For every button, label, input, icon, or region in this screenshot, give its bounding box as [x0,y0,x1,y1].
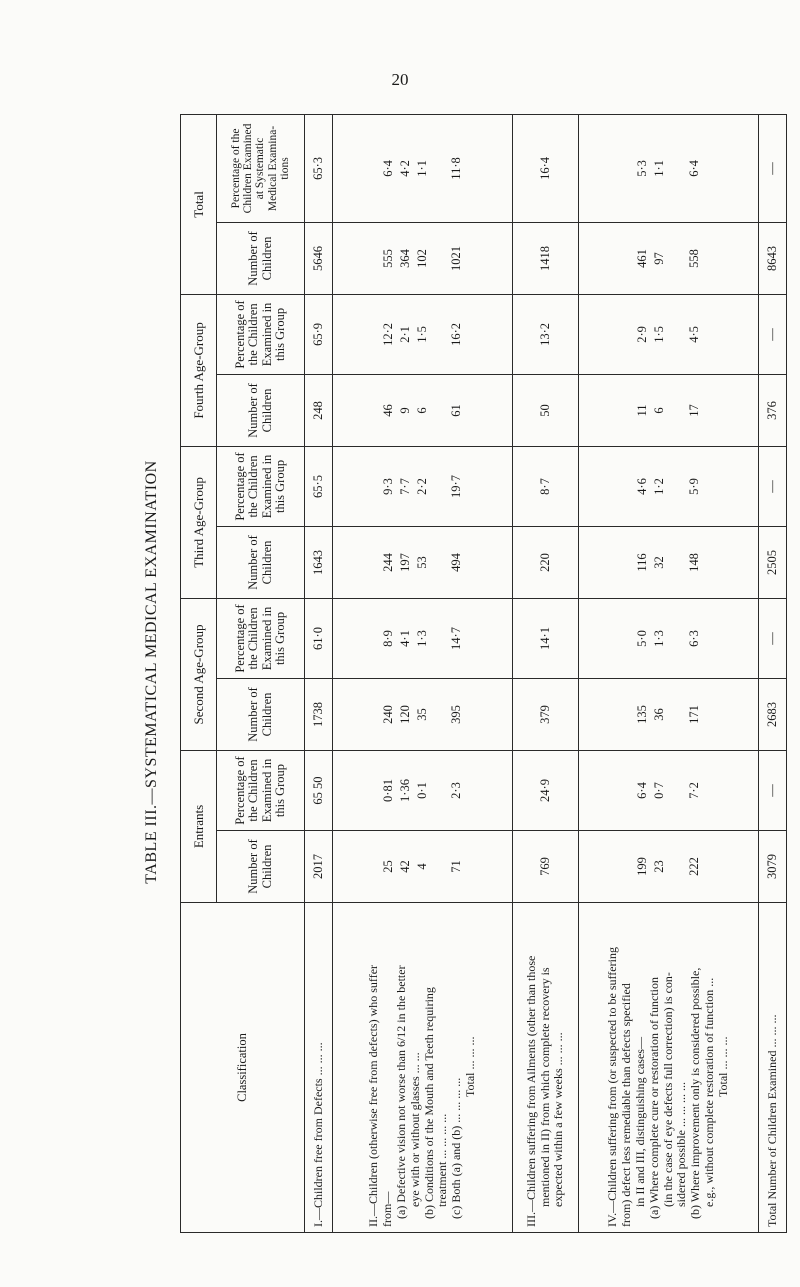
value: 16·4 [538,157,553,180]
value-cell [579,750,759,830]
value: 120 [397,705,412,724]
classification-line: I.—Children free from Defects ... ... ... [310,1042,325,1227]
header-percentage: Percentage of the Children Examined in this Group [217,446,305,526]
value: 8·9 [380,630,395,647]
value: 379 [538,705,553,724]
classification-line: (b) Conditions of the Mouth and Teeth requiring [421,987,436,1219]
value: 135 [635,705,650,724]
header-group-second: Second Age-Group [181,598,217,750]
classification-line: treatment ... ... ... ... [435,1113,450,1207]
value: 7·7 [397,478,412,495]
table-row [305,114,333,1232]
classification-line: (a) Defective vision not worse than 6/12 in the better [393,965,408,1219]
value: 97 [652,252,667,265]
value: 6 [652,407,667,414]
table-row [759,114,787,1232]
value: 1·5 [652,326,667,343]
value: 1·3 [652,630,667,647]
value-cell [759,598,787,678]
value: 1·1 [652,160,667,177]
value-cell [579,598,759,678]
value: 12·2 [380,323,395,346]
value-cell [759,446,787,526]
value-cell [759,526,787,598]
value-cell [333,526,513,598]
page-number: 20 [391,70,409,89]
value-cell [513,678,579,750]
header-percentage: Percentage of the Children Examined in this Group [217,294,305,374]
value: 6·4 [635,782,650,799]
value-cell [513,114,579,222]
value: 220 [538,553,553,572]
value: 116 [635,553,650,572]
value: 14·1 [538,627,553,650]
header-group-entrants: Entrants [181,750,217,902]
value: 4·2 [397,160,412,177]
value-total: 17 [686,404,701,417]
value: — [765,480,780,493]
value-cell [513,374,579,446]
value: 1·3 [414,630,429,647]
value: 376 [765,401,780,420]
header-number: Number of Children [217,374,305,446]
value: 0·7 [652,782,667,799]
value-cell [579,294,759,374]
classification-cell [759,903,787,1233]
value: 35 [414,708,429,721]
value: 11 [635,404,650,417]
header-number: Number of Children [217,526,305,598]
value-cell [759,294,787,374]
value: 2·9 [635,326,650,343]
classification-line: (c) Both (a) and (b) ... ... ... ... [449,1077,464,1219]
value: 364 [397,249,412,268]
value: 102 [414,249,429,268]
header-percentage: Percentage of the Children Examined in this Group [217,750,305,830]
classification-line: from— [379,1191,394,1227]
classification-line: expected within a few weeks ... ... ... [551,1032,566,1207]
value: 1418 [538,245,553,271]
value-cell [305,114,333,222]
header-group-third: Third Age-Group [181,446,217,598]
classification-cell [333,903,513,1233]
value: 46 [380,404,395,417]
value-cell [305,598,333,678]
value: 1·36 [397,779,412,802]
value-total: 148 [686,553,701,572]
value-cell [333,222,513,294]
value: 0·1 [414,782,429,799]
value: 9·3 [380,478,395,495]
value: 32 [652,556,667,569]
value-cell [333,114,513,222]
value: 2683 [765,701,780,727]
value-cell [305,294,333,374]
value-cell [333,374,513,446]
value-cell [579,374,759,446]
value: 23 [652,860,667,873]
value: 244 [380,553,395,572]
header-number: Number of Children [217,222,305,294]
value-cell [305,678,333,750]
classification-line: Total Number of Children Examined ... ... ... [764,1014,779,1227]
value-total: 19·7 [449,475,464,498]
value-total: 222 [686,857,701,876]
value: 9 [397,407,412,414]
value-cell [513,294,579,374]
value-total: 494 [449,553,464,572]
value: 42 [397,860,412,873]
value-cell [759,222,787,294]
classification-line: sidered possible ... ... ... ... [674,1082,689,1207]
value: 2017 [311,854,326,879]
classification-line: III.—Children suffering from Ailments (other than those [523,955,538,1227]
value: 4·1 [397,630,412,647]
value: 65·9 [311,323,326,346]
header-classification: Classification [181,903,305,1233]
value-cell [333,678,513,750]
rotated-table-container [180,115,780,1233]
value-cell [759,114,787,222]
header-number: Number of Children [217,831,305,903]
classification-cell [305,903,333,1233]
value-cell [305,831,333,903]
table-row [333,114,513,1232]
value-cell [513,598,579,678]
header-number: Number of Children [217,678,305,750]
value: 36 [652,708,667,721]
classification-line: IV.—Children suffering from (or suspected to be suffering [604,947,619,1227]
value: 6 [414,407,429,414]
classification-line: (b) Where improvement only is considered possible, [688,967,703,1219]
value-total: 395 [449,705,464,724]
value: 1643 [311,549,326,575]
value-cell [513,526,579,598]
classification-line: Total ... ... ... [463,1036,478,1097]
value-total: 1021 [449,245,464,271]
classification-line: e.g., without complete restoration of function ... [702,977,717,1207]
value-cell [333,294,513,374]
value: 555 [380,249,395,268]
value: 6·4 [380,160,395,177]
value: 197 [397,553,412,572]
classification-line: (a) Where complete cure or restoration of function [646,976,661,1219]
value: 50 [538,404,553,417]
value: 1738 [311,701,326,727]
value-total: 16·2 [449,323,464,346]
table-row [513,114,579,1232]
value-cell [579,678,759,750]
value: 61·0 [311,627,326,650]
value-cell [305,526,333,598]
value: 199 [635,857,650,876]
value: 25 [380,860,395,873]
value: 5·0 [635,630,650,647]
value: 65·5 [311,475,326,498]
value-total: 6·3 [686,630,701,647]
value: 65 50 [311,776,326,805]
value-cell [513,446,579,526]
value: 3079 [765,854,780,879]
value-cell [579,222,759,294]
header-group-fourth: Fourth Age-Group [181,294,217,446]
value-total: 71 [449,860,464,873]
value-cell [305,446,333,526]
value-cell [513,831,579,903]
value: 0·81 [380,779,395,802]
value: 2·2 [414,478,429,495]
value: 1·5 [414,326,429,343]
value-cell [333,598,513,678]
value: — [765,162,780,175]
classification-line: mentioned in II) from which complete recovery is [537,967,552,1207]
classification-line: (in the case of eye defects full correction) is con- [660,972,675,1207]
medical-examination-table [180,114,787,1233]
value: 2·1 [397,326,412,343]
value-cell [759,831,787,903]
table-row [579,114,759,1232]
header-percentage-total: Percentage of the Children Examined at Systematic Medical Examina-tions [217,114,305,222]
value-total: 14·7 [449,627,464,650]
value: 24·9 [538,779,553,802]
classification-cell [513,903,579,1233]
classification-line: eye with or without glasses ... ... [407,1052,422,1207]
value: — [765,632,780,645]
value: 4 [414,863,429,870]
value: 5646 [311,245,326,271]
value-cell [579,526,759,598]
classification-cell [579,903,759,1233]
value: 5·3 [635,160,650,177]
classification-line: II.—Children (otherwise free from defects) who suffer [365,964,380,1227]
value-total: 4·5 [686,326,701,343]
table-title: TABLE III.—SYSTEMATICAL MEDICAL EXAMINATION [143,460,160,884]
value-total: 5·9 [686,478,701,495]
classification-line: from) defect less remediable than defects specified [618,983,633,1227]
value-cell [579,446,759,526]
value: 248 [311,401,326,420]
value: 13·2 [538,323,553,346]
value: 8643 [765,245,780,271]
table-body [305,114,787,1232]
value-total: 6·4 [686,160,701,177]
classification-line: in II and III, distinguishing cases— [632,1037,647,1207]
value: — [765,784,780,797]
value-cell [513,222,579,294]
value-total: 61 [449,404,464,417]
value-cell [333,750,513,830]
value-cell [305,374,333,446]
value-total: 2·3 [449,782,464,799]
value-cell [579,114,759,222]
value: 2505 [765,549,780,575]
value: 769 [538,857,553,876]
value-cell [759,374,787,446]
value-cell [579,831,759,903]
header-percentage: Percentage of the Children Examined in this Group [217,598,305,678]
value-cell [305,750,333,830]
value: 53 [414,556,429,569]
value-cell [513,750,579,830]
value-cell [305,222,333,294]
value-cell [333,446,513,526]
value-total: 558 [686,249,701,268]
value-total: 171 [686,705,701,724]
classification-line: Total ... ... ... [716,1036,731,1097]
value-cell [333,831,513,903]
value-total: 11·8 [449,157,464,180]
value: 240 [380,705,395,724]
value: 461 [635,249,650,268]
value: 1·2 [652,478,667,495]
value-cell [759,678,787,750]
value: 65·3 [311,157,326,180]
value: 8·7 [538,478,553,495]
value: 4·6 [635,478,650,495]
value-cell [759,750,787,830]
value: 1·1 [414,160,429,177]
value-total: 7·2 [686,782,701,799]
header-group-total: Total [181,114,217,294]
value: — [765,328,780,341]
